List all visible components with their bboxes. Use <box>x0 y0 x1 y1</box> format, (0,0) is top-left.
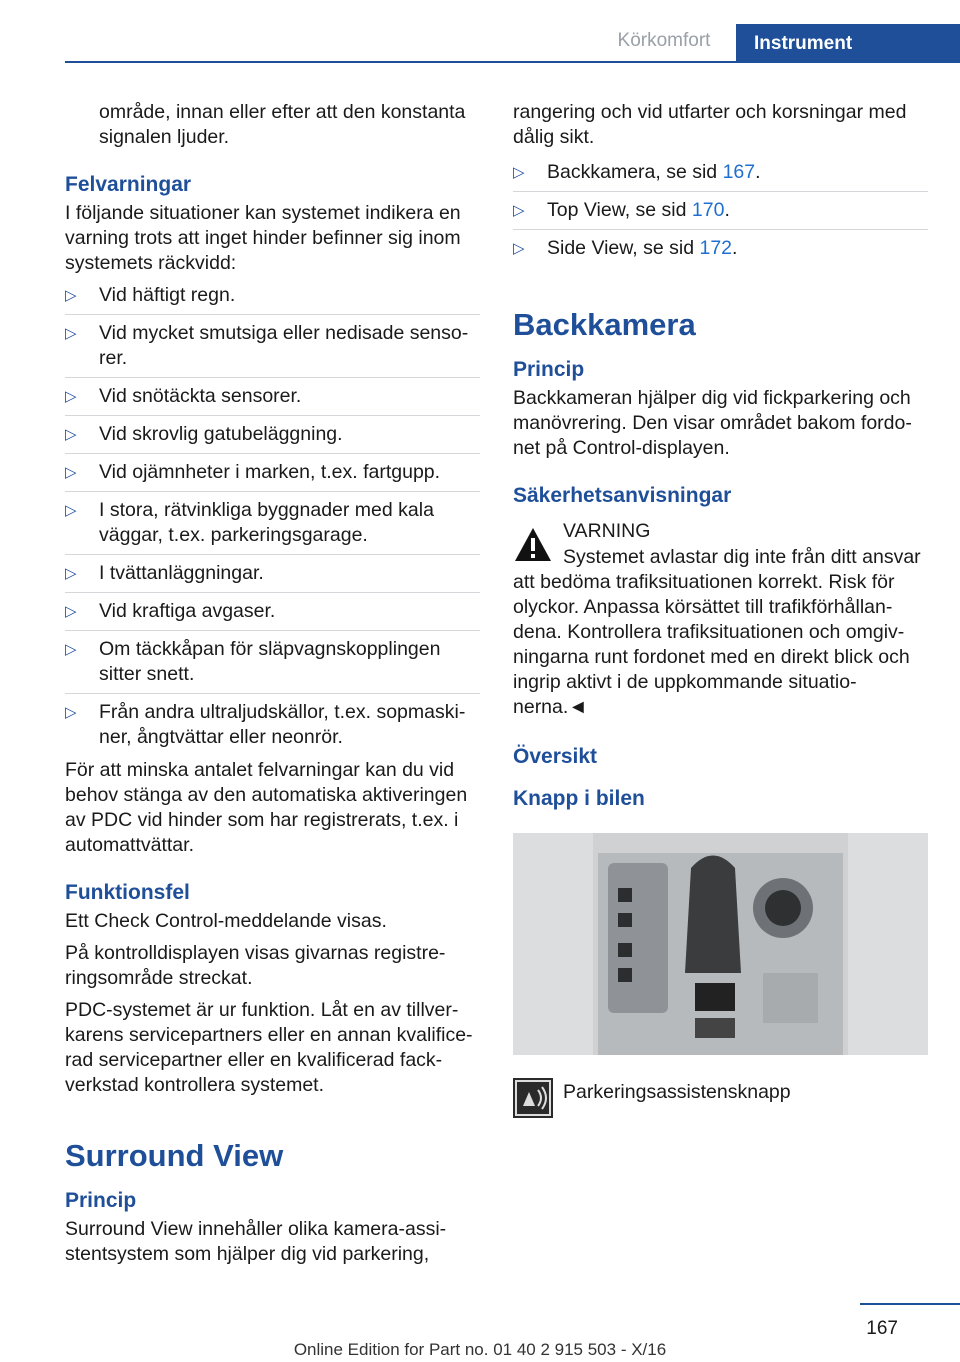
list-item: ▷ Top View, se sid 170. <box>513 198 928 230</box>
right-column <box>513 100 928 1124</box>
heading-knapp-i-bilen: Knapp i bilen <box>513 787 645 810</box>
felvarningar-after-text: För att minska antalet felvarningar kan du vid behov stänga av den automatiska aktiveringen av PDC vid hinder som har registrerats, t.ex. i automattvättar. <box>65 759 468 856</box>
list-item: ▷ Från andra ultraljudskällor, t.ex. sopmaski‐ner, ångtvättar eller neonrör. <box>65 701 466 748</box>
heading-oversikt: Översikt <box>513 745 598 768</box>
camera-links-list <box>513 160 928 267</box>
intro-text: område, innan eller efter att den konstanta signalen ljuder. <box>99 101 466 148</box>
list-item: ▷ Vid ojämnheter i marken, t.ex. fartgupp. <box>65 460 480 492</box>
page-link[interactable]: 170 <box>691 199 725 221</box>
warning-block <box>513 519 928 544</box>
list-item: ▷ I stora, rätvinkliga byggnader med kala väggar, t.ex. parkeringsgarage. <box>65 498 480 555</box>
list-item: ▷ Side View, se sid 172. <box>513 237 738 259</box>
heading-sakerhetsanvisningar: Säkerhetsanvisningar <box>513 484 732 507</box>
list-item: ▷ I tvättanläggningar. <box>65 561 480 593</box>
heading-surround-view: Surround View <box>65 1138 284 1173</box>
funktionsfel-p1: Ett Check Control-meddelande visas. <box>65 910 387 932</box>
page-number: 167 <box>866 1318 898 1339</box>
triangle-bullet-icon: ▷ <box>513 202 525 219</box>
triangle-bullet-icon: ▷ <box>65 502 77 519</box>
footer-edition: Online Edition for Part no. 01 40 2 915 503 - X/16 <box>293 1340 667 1359</box>
console-photo <box>513 833 928 1055</box>
icon-caption: Parkeringsassistensknapp <box>563 1081 791 1103</box>
triangle-bullet-icon: ▷ <box>65 388 77 405</box>
header-rule <box>65 61 960 63</box>
list-item: ▷ Vid kraftiga avgaser. <box>65 599 480 631</box>
warning-label: VARNING <box>563 520 651 542</box>
continued-text: rangering och vid utfarter och korsningar med dålig sikt. <box>513 101 907 148</box>
page-link[interactable]: 172 <box>699 237 733 259</box>
left-column <box>65 100 480 1274</box>
funktionsfel-p3: PDC-systemet är ur funktion. Låt en av tillver‐karens servicepartners eller en annan kvalifice‐rad servicepartner eller en kvalificerad fack‐verkstad kontrollera systemet. <box>65 999 473 1096</box>
triangle-bullet-icon: ▷ <box>65 464 77 481</box>
triangle-bullet-icon: ▷ <box>65 641 77 658</box>
heading-princip-backkamera: Princip <box>513 358 585 381</box>
heading-princip-surround: Princip <box>65 1189 137 1212</box>
triangle-bullet-icon: ▷ <box>513 164 525 181</box>
felvarningar-text: I följande situationer kan systemet indikera en varning trots att inget hinder befinner sig inom systemets räckvidd: <box>65 202 461 274</box>
heading-felvarningar: Felvarningar <box>65 173 192 196</box>
list-item: ▷ Backkamera, se sid 167. <box>513 160 928 192</box>
heading-funktionsfel: Funktionsfel <box>65 881 190 904</box>
funktionsfel-p2: På kontrolldisplayen visas givarnas registre‐ringsområde streckat. <box>65 942 446 989</box>
parking-assist-row <box>513 1080 928 1124</box>
warning-text: Systemet avlastar dig inte från ditt ansvar att bedöma trafiksituationen korrekt. Risk för olyckor. Anpassa körsättet till trafikförhållan‐dena. Kontrollera trafiksituationen och omgiv‐ningarna runt fordonet med en direkt blick och ingrip aktivt i de uppkommande situatio‐nerna.◄ <box>513 546 921 718</box>
triangle-bullet-icon: ▷ <box>65 704 77 721</box>
backkamera-text: Backkameran hjälper dig vid fickparkering och manövrering. Den visar området bakom fordo‐net på Control-displayen. <box>513 387 912 459</box>
triangle-bullet-icon: ▷ <box>513 240 525 257</box>
tab-instrument[interactable]: Instrument <box>736 24 960 63</box>
triangle-bullet-icon: ▷ <box>65 565 77 582</box>
warning-triangle-icon <box>513 525 553 565</box>
footer-rule <box>860 1303 960 1305</box>
page-link[interactable]: 167 <box>722 161 756 183</box>
list-item: ▷ Om täckkåpan för släpvagnskopplingen sitter snett. <box>65 637 480 694</box>
list-item: ▷ Vid skrovlig gatubeläggning. <box>65 422 480 454</box>
list-item: ▷ Vid häftigt regn. <box>65 283 480 315</box>
triangle-bullet-icon: ▷ <box>65 287 77 304</box>
heading-backkamera: Backkamera <box>513 307 696 342</box>
triangle-bullet-icon: ▷ <box>65 603 77 620</box>
surround-view-text: Surround View innehåller olika kamera-assi‐stentsystem som hjälper dig vid parkering, <box>65 1218 447 1265</box>
parking-assist-icon <box>513 1078 553 1118</box>
felvarningar-list <box>65 283 480 756</box>
triangle-bullet-icon: ▷ <box>65 426 77 443</box>
tab-korkomfort[interactable]: Körkomfort <box>617 30 711 51</box>
list-item: ▷ Vid mycket smutsiga eller nedisade senso‐rer. <box>65 321 480 378</box>
triangle-bullet-icon: ▷ <box>65 325 77 342</box>
list-item: ▷ Vid snötäckta sensorer. <box>65 384 480 416</box>
